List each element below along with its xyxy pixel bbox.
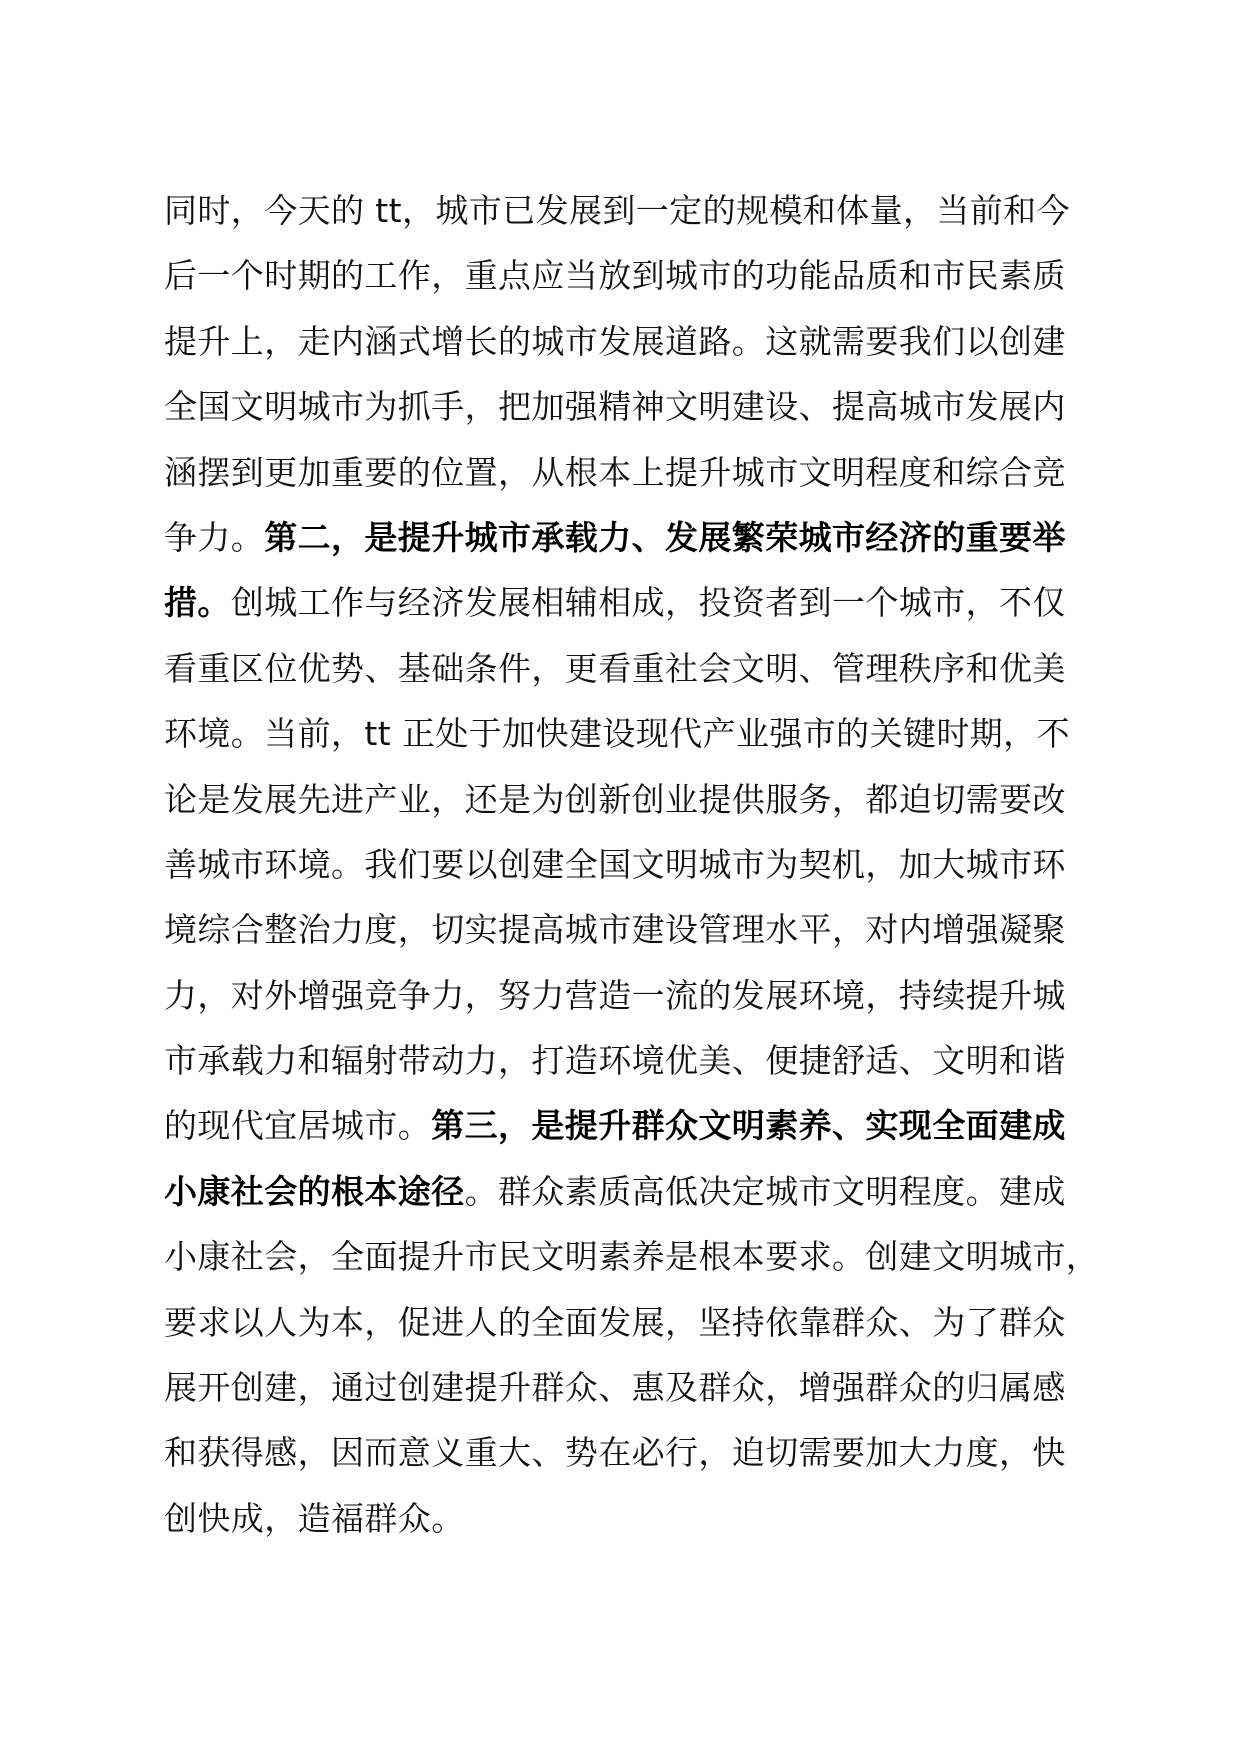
text-run: 的现代宜居城市。 — [164, 1106, 432, 1146]
text-line — [164, 1355, 1084, 1420]
text-line — [164, 570, 1084, 635]
text-run: 后一个时期的工作，重点应当放到城市的功能品质和市民素质 — [164, 256, 1066, 296]
text-line — [164, 243, 1084, 308]
text-line — [164, 1224, 1100, 1289]
text-run: 力，对外增强竞争力，努力营造一流的发展环境，持续提升城 — [164, 975, 1066, 1015]
text-line — [164, 897, 1084, 962]
text-line — [164, 505, 1084, 570]
text-run: 创快成，造福群众。 — [164, 1498, 465, 1538]
text-line — [164, 1486, 1084, 1551]
text-run: 环境。当前，tt 正处于加快建设现代产业强市的关键时期，不 — [164, 714, 1070, 754]
text-line — [164, 1420, 1084, 1485]
text-run: 境综合整治力度，切实提高城市建设管理水平，对内增强凝聚 — [164, 910, 1066, 950]
text-run: 论是发展先进产业，还是为创新创业提供服务，都迫切需要改 — [164, 779, 1066, 819]
text-run: 涵摆到更加重要的位置，从根本上提升城市文明程度和综合竞 — [164, 452, 1066, 492]
text-run: 同时，今天的 tt，城市已发展到一定的规模和体量，当前和今 — [164, 191, 1070, 230]
text-line — [164, 178, 1084, 243]
text-line — [164, 440, 1084, 505]
text-line — [164, 374, 1084, 439]
text-run: 和获得感，因而意义重大、势在必行，迫切需要加大力度，快 — [164, 1433, 1066, 1473]
text-line — [164, 309, 1084, 374]
bold-text-run: 措。 — [164, 583, 231, 623]
text-line — [164, 963, 1084, 1028]
text-run: 要求以人为本，促进人的全面发展，坚持依靠群众、为了群众 — [164, 1302, 1066, 1342]
text-run: 看重区位优势、基础条件，更看重社会文明、管理秩序和优美 — [164, 648, 1066, 688]
text-line — [164, 832, 1084, 897]
text-run: 全国文明城市为抓手，把加强精神文明建设、提高城市发展内 — [164, 387, 1066, 427]
text-run: 小康社会，全面提升市民文明素养是根本要求。创建文明城市， — [164, 1237, 1100, 1277]
text-run: 善城市环境。我们要以创建全国文明城市为契机，加大城市环 — [164, 844, 1066, 884]
text-run: 提升上，走内涵式增长的城市发展道路。这就需要我们以创建 — [164, 321, 1066, 361]
bold-text-run: 小康社会的根本途径 — [164, 1171, 465, 1211]
text-run: 创城工作与经济发展相辅相成，投资者到一个城市，不仅 — [230, 583, 1066, 623]
paragraph — [164, 178, 1100, 1551]
text-line — [164, 1290, 1084, 1355]
text-line — [164, 1028, 1084, 1093]
text-run: 展开创建，通过创建提升群众、惠及群众，增强群众的归属感 — [164, 1368, 1066, 1408]
text-line — [164, 636, 1084, 701]
text-line — [164, 1093, 1084, 1158]
text-run: 市承载力和辐射带动力，打造环境优美、便捷舒适、文明和谐 — [164, 1041, 1066, 1081]
text-run: 。群众素质高低决定城市文明程度。建成 — [464, 1171, 1066, 1211]
text-line — [164, 701, 1084, 766]
text-line — [164, 767, 1084, 832]
text-line — [164, 1159, 1084, 1224]
text-run: 争力。 — [164, 517, 265, 557]
bold-text-run: 第二，是提升城市承载力、发展繁荣城市经济的重要举 — [264, 517, 1066, 557]
bold-text-run: 第三，是提升群众文明素养、实现全面建成 — [431, 1106, 1066, 1146]
